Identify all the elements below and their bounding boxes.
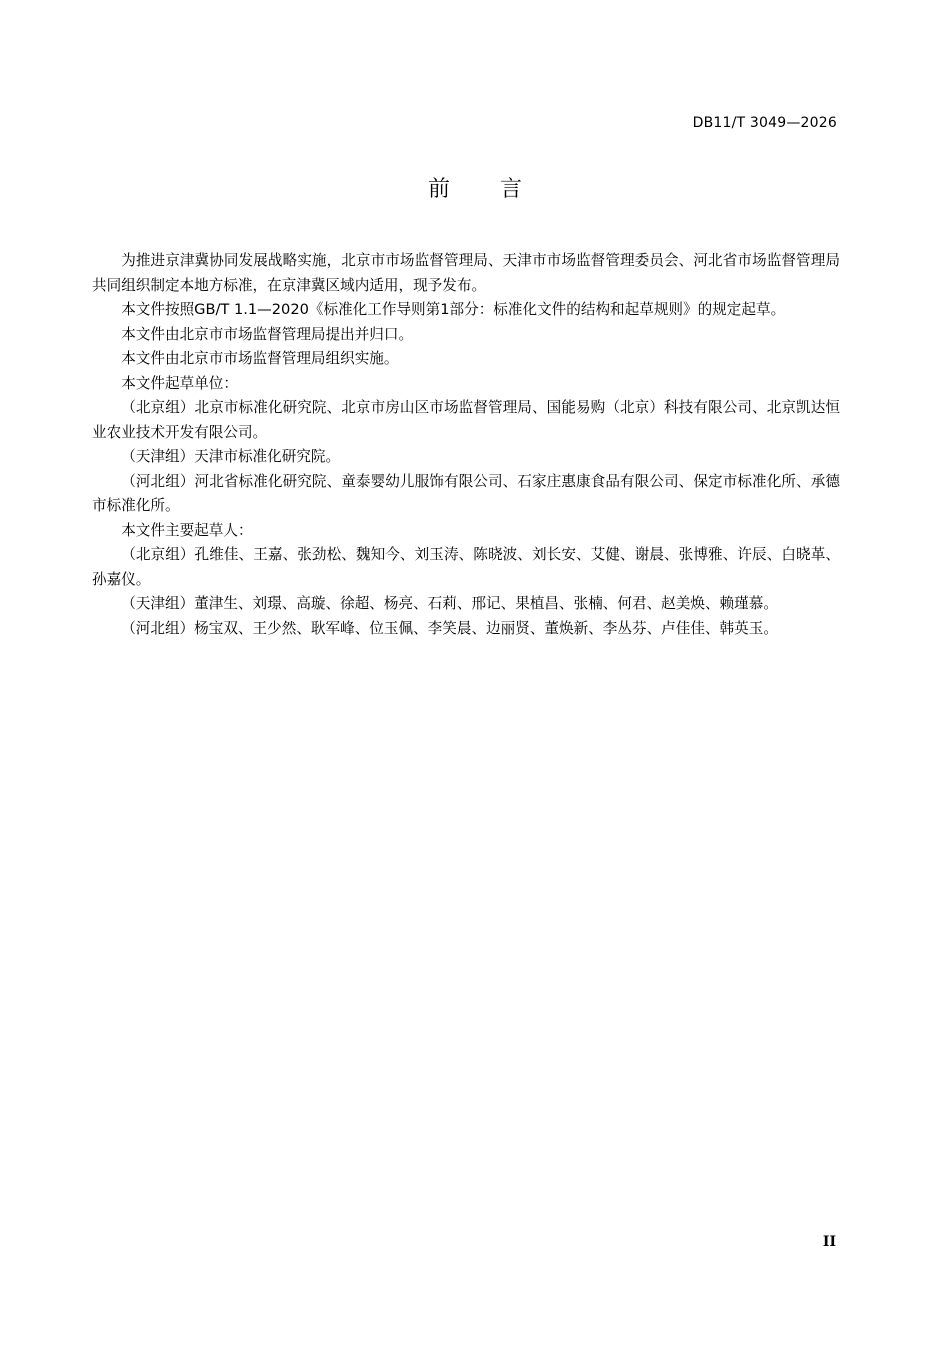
paragraph-proposer: 本文件由北京市市场监督管理局提出并归口。 — [121, 325, 414, 343]
paragraph-drafting-units-heading: 本文件起草单位： — [121, 374, 238, 392]
paragraph-units-tianjin: （天津组）天津市标准化研究院。 — [121, 448, 341, 465]
paragraph-drafting-rules: 本文件按照GB/T 1.1—2020《标准化工作导则第1部分：标准化文件的结构和起草规则》的规定起草。 — [121, 301, 786, 318]
document-code: DB11/T 3049—2026 — [692, 115, 837, 131]
paragraph-units-hebei: （河北组）河北省标准化研究院、童泰婴幼儿服饰有限公司、石家庄惠康食品有限公司、保定市标准化所、承德市标准化所。 — [92, 472, 840, 514]
page-title: 前言 — [427, 177, 572, 202]
paragraph-drafters-heading: 本文件主要起草人： — [121, 521, 253, 539]
paragraph-drafters-beijing: （北京组）孔维佳、王嘉、张劲松、魏知今、刘玉涛、陈晓波、刘长安、艾健、谢晨、张博雅、许辰、白晓革、孙嘉仪。 — [92, 546, 840, 588]
paragraph-units-beijing: （北京组）北京市标准化研究院、北京市房山区市场监督管理局、国能易购（北京）科技有限公司、北京凯达恒业农业技术开发有限公司。 — [92, 399, 840, 441]
page-number: II — [822, 1234, 836, 1250]
paragraph-intro: 为推进京津冀协同发展战略实施，北京市市场监督管理局、天津市市场监督管理委员会、河北省市场监督管理局共同组织制定本地方标准，在京津冀区域内适用，现予发布。 — [92, 252, 840, 294]
paragraph-drafters-hebei: （河北组）杨宝双、王少然、耿军峰、位玉佩、李笑晨、边丽贤、董焕新、李丛芬、卢佳佳、韩英玉。 — [121, 619, 778, 637]
paragraph-drafters-tianjin: （天津组）董津生、刘璟、高璇、徐超、杨亮、石莉、邢记、果植昌、张楠、何君、赵美焕、赖瑾慕。 — [121, 595, 778, 612]
paragraph-implementer: 本文件由北京市市场监督管理局组织实施。 — [121, 350, 399, 367]
foreword-body — [92, 249, 840, 641]
